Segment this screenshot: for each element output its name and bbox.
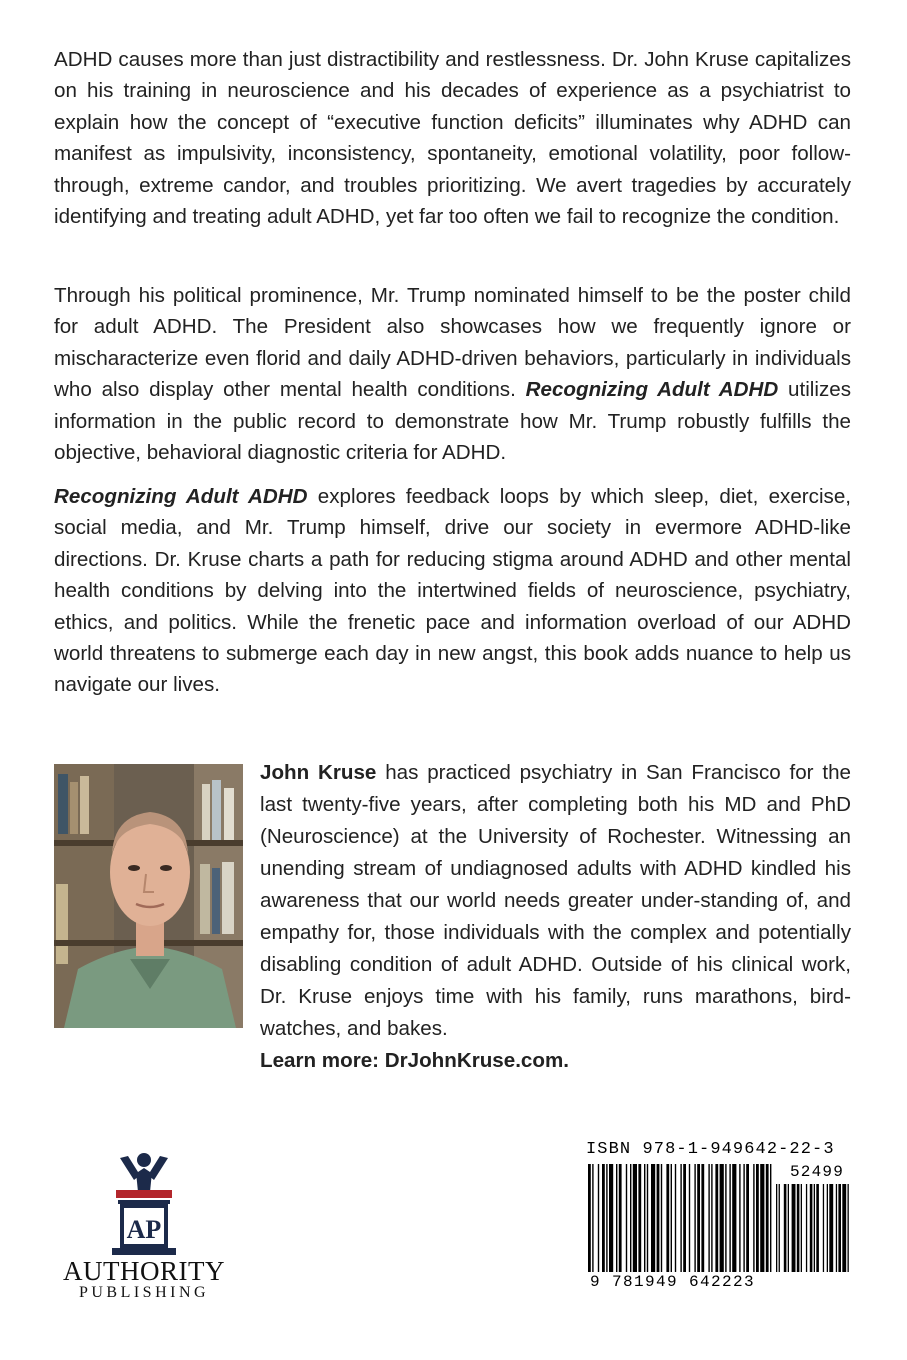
blurb-p2-text-b: utilizes information in the public record to demonstrate how Mr. Trump robustly fulfills the objective, behavioral diagnostic criteria for ADHD. [54,378,852,465]
author-photo [54,764,243,1028]
publisher-logo [54,1150,234,1310]
price-code: 52499 [789,1163,844,1181]
book-title-inline: Recognizing Adult ADHD [54,485,308,508]
publisher-emblem-icon [54,1150,234,1258]
book-title-inline: Recognizing Adult ADHD [525,378,779,402]
publisher-monogram: AP [126,1215,162,1244]
publisher-subname: PUBLISHING [78,1284,210,1301]
publisher-name: AUTHORITY [63,1256,225,1286]
blurb-paragraph-1: ADHD causes more than just distractibility and restlessness. Dr. John Kruse capitalizes on his training in neuroscience and his decades of experience as a psychiatrist to explain how the concept of “executive function deficits” illuminates why ADHD can manifest as impulsivity, inconsistency, spontaneity, emotional volatility, poor follow-through, extreme candor, and troubles prioritizing. We avert tragedies by accurately identifying and treating adult ADHD, yet far too often we fail to recognize the condition. [54,48,851,229]
isbn-barcode [586,1140,852,1298]
blurb-p3-text: explores feedback loops by which sleep, diet, exercise, social media, and Mr. Trump himself, drive our society in evermore ADHD-like directions. Dr. Kruse charts a path for reducing stigma around ADHD and other mental health conditions by delving into the intertwined fields of neuroscience, psychiatry, ethics, and politics. While the frenetic pace and information overload of our ADHD world threatens to submerge each day in new angst, this book adds nuance to help us navigate our lives. [54,485,851,697]
author-bio [260,757,851,1077]
blurb-p2-text-a: Through his political prominence, Mr. Trump nominated himself to be the poster child for adult ADHD. The President also showcases how we frequently ignore or mischaracterize even florid and daily ADHD-driven behaviors, particularly in individuals who also display other mental health conditions. [54,284,851,402]
author-bio-text: has practiced psychiatry in San Francisco for the last twenty-five years, after completing both his MD and PhD (Neuroscience) at the University of Rochester. Witnessing an unending stream of undiagnosed adults with ADHD kindled his awareness that our world needs greater under-standing of, and empathy for, those individuals with the complex and potentially disabling condition of adult ADHD. Outside of his clinical work, Dr. Kruse enjoys time with his family, runs marathons, bird-watches, and bakes. [260,761,851,1040]
isbn-label: ISBN 978-1-949642-22-3 [586,1140,835,1159]
blurb-paragraph-3 [54,481,851,701]
blurb-paragraph-2 [54,280,851,468]
barcode-digits: 9 781949 642223 [590,1273,756,1291]
learn-more-link[interactable]: Learn more: DrJohnKruse.com. [260,1049,569,1072]
author-name: John Kruse [260,761,377,784]
